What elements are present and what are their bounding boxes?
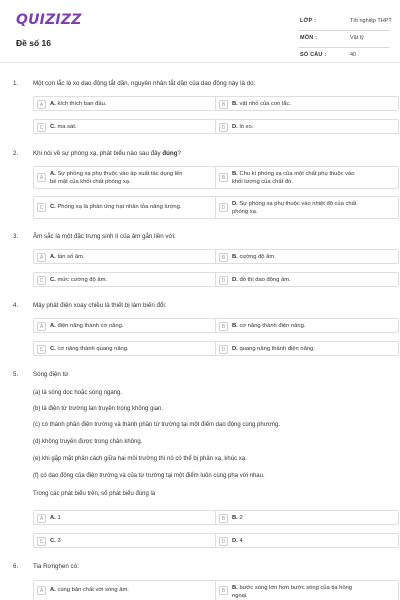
option-letter-badge: A — [37, 100, 46, 109]
q1-option-b[interactable] — [215, 96, 399, 111]
option-text: 3 — [57, 538, 61, 544]
option-letter-badge: C — [37, 276, 46, 285]
question-number: 4. — [13, 302, 19, 309]
q4-option-d[interactable] — [215, 341, 399, 356]
option-label: B. — [232, 585, 238, 591]
option-label: C. — [50, 346, 56, 352]
q3-option-b[interactable] — [215, 249, 399, 264]
option-label: A. — [50, 515, 56, 521]
question-prompt: Trong các phát biểu trên, số phát biểu đúng là — [33, 491, 156, 497]
option-letter-badge: B — [219, 586, 228, 595]
option-label: B. — [232, 171, 238, 177]
meta-label: SỐ CÂU : — [300, 52, 327, 58]
option-label: C. — [50, 124, 56, 130]
option-text: kích thích ban đầu. — [57, 101, 107, 107]
q5-option-b[interactable] — [215, 510, 399, 525]
option-label: A. — [50, 101, 56, 107]
statement-f: (f) có dao động của điện trường và của từ trường tại một điểm luôn cùng pha với nhau. — [33, 473, 265, 479]
option-text-line1: Sự phóng xạ phụ thuộc vào áp suất tác dụng lên — [57, 171, 183, 177]
option-letter-badge: A — [37, 253, 46, 262]
option-letter-badge: C — [37, 345, 46, 354]
question-number: 3. — [13, 233, 19, 240]
question-number: 1. — [13, 80, 19, 87]
option-letter-badge: A — [37, 173, 46, 182]
question-number: 2. — [13, 150, 19, 157]
question-text: Âm sắc là một đặc trưng sinh lí của âm gắn liền với: — [33, 233, 176, 240]
option-letter-badge: B — [219, 173, 228, 182]
quizizz-logo: QUIZIZZ — [16, 12, 82, 28]
option-label: B. — [232, 515, 238, 521]
question-text: Tia Rơnghen có: — [33, 563, 79, 570]
document-title: Đề số 16 — [16, 38, 51, 48]
meta-label: LỚP : — [300, 18, 316, 24]
statement-a: (a) là sóng dọc hoặc sóng ngang. — [33, 390, 123, 396]
option-label: A. — [50, 171, 56, 177]
meta-label: MÔN : — [300, 35, 318, 41]
q6-option-a[interactable] — [33, 580, 217, 600]
question-text: Sóng điện từ — [33, 371, 69, 378]
option-text: 4 — [239, 538, 243, 544]
q5-option-a[interactable] — [33, 510, 217, 525]
option-label: D. — [232, 538, 238, 544]
option-letter-badge: D — [219, 345, 228, 354]
q5-option-d[interactable] — [215, 533, 399, 548]
option-letter-badge: C — [37, 537, 46, 546]
option-letter-badge: A — [37, 322, 46, 331]
option-text: ma sát. — [57, 124, 77, 130]
option-text: đồ thị dao động âm. — [239, 277, 291, 283]
option-text: 2 — [239, 515, 243, 521]
q3-option-d[interactable] — [215, 272, 399, 287]
option-letter-badge: D — [219, 123, 228, 132]
option-letter-badge: B — [219, 100, 228, 109]
option-text: vật nhỏ của con lắc. — [239, 101, 291, 107]
question-text: Máy phát điện xoay chiều là thiết bị làm biến đổi: — [33, 302, 167, 309]
option-text: cường độ âm. — [239, 254, 276, 260]
option-label: C. — [50, 538, 56, 544]
meta-value: Vật lý — [350, 35, 364, 41]
option-text-line2: ngoại. — [232, 592, 248, 599]
option-label: A. — [50, 254, 56, 260]
q2-option-b[interactable] — [215, 166, 399, 189]
statement-c: (c) có thành phần điện trường và thành phần từ trường tại một điểm dao động cùng phương. — [33, 422, 281, 428]
q3-option-a[interactable] — [33, 249, 217, 264]
q3-option-c[interactable] — [33, 272, 217, 287]
option-text-line2: khối lượng của chất đó. — [232, 178, 293, 185]
option-label: D. — [232, 277, 238, 283]
option-letter-badge: D — [219, 537, 228, 546]
option-label: B. — [232, 101, 238, 107]
q5-option-c[interactable] — [33, 533, 217, 548]
option-letter-badge: B — [219, 514, 228, 523]
question-number: 5. — [13, 371, 19, 378]
option-label: D. — [232, 201, 238, 207]
option-letter-badge: D — [219, 276, 228, 285]
option-text-line1: Chu kì phóng xạ của một chất phụ thuộc vào — [239, 171, 355, 177]
option-letter-badge: B — [219, 253, 228, 262]
option-letter-badge: B — [219, 322, 228, 331]
option-label: D. — [232, 124, 238, 130]
option-text: cùng bản chất với sóng âm. — [57, 587, 129, 593]
option-label: A. — [50, 323, 56, 329]
q4-option-a[interactable] — [33, 318, 217, 333]
option-text-line2: phóng xạ. — [232, 208, 258, 215]
option-text: 1 — [57, 515, 61, 521]
question-number: 6. — [13, 563, 19, 570]
option-label: D. — [232, 346, 238, 352]
option-letter-badge: A — [37, 586, 46, 595]
meta-value: Tốt nghiệp THPT — [350, 18, 392, 24]
option-label: B. — [232, 323, 238, 329]
option-letter-badge: C — [37, 123, 46, 132]
q2-option-c[interactable] — [33, 196, 217, 219]
option-text: mức cường độ âm. — [57, 277, 108, 283]
q1-option-a[interactable] — [33, 96, 217, 111]
option-text: Phóng xạ là phản ứng hạt nhân tỏa năng lượng. — [57, 204, 182, 210]
q1-option-d[interactable] — [215, 119, 399, 134]
option-label: C. — [50, 277, 56, 283]
emphasis-word: đúng — [162, 150, 178, 157]
option-text: tần số âm. — [57, 254, 85, 260]
option-label: A. — [50, 587, 56, 593]
meta-value: 40 — [350, 52, 357, 58]
option-letter-badge: C — [37, 203, 46, 212]
q1-option-c[interactable] — [33, 119, 217, 134]
q6-option-b[interactable] — [215, 580, 399, 600]
option-text-line2: bề mặt của khối chất phóng xạ. — [50, 178, 131, 185]
question-text: Khi nói về sự phóng xạ, phát biểu nào sau đây đúng? — [33, 150, 181, 157]
q4-option-c[interactable] — [33, 341, 217, 356]
option-label: C. — [50, 204, 56, 210]
option-text: cơ năng thành quang năng. — [57, 346, 129, 352]
option-letter-badge: A — [37, 514, 46, 523]
statement-d: (d) không truyền được trong chân không. — [33, 439, 143, 445]
option-letter-badge: D — [219, 203, 228, 212]
option-label: B. — [232, 254, 238, 260]
q4-option-b[interactable] — [215, 318, 399, 333]
statement-b: (b) là điện từ trường lan truyền trong không gian. — [33, 406, 164, 412]
option-text-line1: Sự phóng xạ phụ thuộc vào nhiệt độ của chất — [239, 201, 357, 207]
option-text: lò xo. — [239, 124, 254, 130]
option-text: điện năng thành cơ năng. — [57, 323, 124, 329]
option-text-line1: bước sóng lớn hơn bước sóng của tia hồng — [239, 585, 352, 591]
option-text: cơ năng thành điện năng. — [239, 323, 306, 329]
statement-e: (e) khi gặp mặt phân cách giữa hai môi trường thì nó có thể bị phản xạ, khúc xạ. — [33, 456, 247, 462]
question-text: Một con lắc lò xo dao động tắt dần, nguyên nhân tắt dần của dao động này là do: — [33, 80, 256, 87]
option-text: quang năng thành điện năng. — [239, 346, 315, 352]
q2-option-a[interactable] — [33, 166, 217, 189]
q2-option-d[interactable] — [215, 196, 399, 219]
